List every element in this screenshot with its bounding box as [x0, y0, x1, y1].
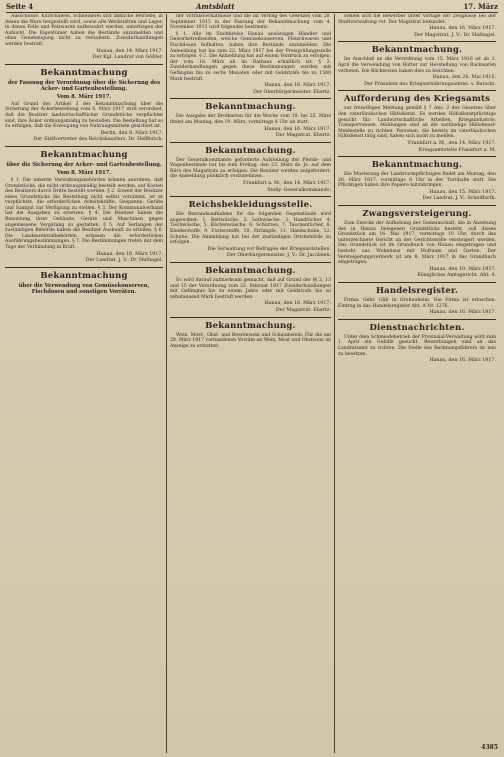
- intro-text: Ausschüsse, Kürschnerei, Schneiderei und ähnliche Betriebe, in denen die Ware hergestellt wird, sowie alle Werkstätten und Lager, in denen Felle und Pelzwaren aufbewahrt werden, unterliegen der Aufsicht. Die Eigentümer haben die Bestände anzumelden und ohne Genehmigung nicht zu veräußern. Zuwiderhandlungen werden bestraft.: [5, 14, 163, 47]
- signature: Der Landrat. J. V.: Scheiffarth.: [422, 196, 496, 202]
- column-divider: [334, 14, 335, 753]
- signature: Der Oberbürgermeister. Ebertz.: [253, 89, 331, 95]
- page-number: 4385: [481, 744, 498, 751]
- signature: Hanau, den 16. März 1917.: [96, 251, 163, 257]
- divider: [170, 262, 331, 263]
- signature: Hanau, den 26. Mai 1915.: [432, 75, 496, 81]
- column-2: [170, 14, 331, 753]
- notice-body: Unter dem Schmiedebetrieb der Provinzial-Verwaltung wird zum 1. April ein Gehilfe gesucht. Bewerbungen sind an das Landratsamt zu richten. Die Stelle des Rechnungsführers ist neu zu besetzen.: [338, 334, 496, 357]
- notice-body: Zum Zwecke der Aufhebung der Gemeinschaft, die in Ansehung des in Hanau belegenen Grundstücks besteht, soll dieses Grundstück am 16. Mai 1917, vormittags 10 Uhr, durch das unterzeichnete Gericht an der Gerichtsstelle versteigert werden. Das Grundstück ist im Grundbuch von Hanau eingetragen und besteht aus Wohnhaus mit Hofraum und Garten. Der Versteigerungsvermerk ist am 8. März 1917 in das Grundbuch eingetragen.: [338, 221, 496, 266]
- signature: Der Oberbürgermeister. J. V.: Dr. Jacobsen.: [226, 253, 331, 259]
- divider: [5, 146, 163, 147]
- divider: [5, 64, 163, 65]
- notice-title: Reichsbekleidungsstelle.: [188, 200, 313, 211]
- intro-text: stellen sich die Bewerber unter Vorlage der Zeugnisse bei der Stadtverwaltung vor. Der Magistrat bekundet.: [338, 14, 496, 25]
- divider: [338, 205, 496, 206]
- divider: [338, 41, 496, 42]
- header-date: 17. März: [463, 2, 498, 11]
- signature: Hanau, den 16. März 1917.: [264, 126, 331, 132]
- notice-body: Die Ausgabe der Brotkarten für die Woche vom 19. bis 25. März findet am Montag, den 19. März, vormittags 8 Uhr ab statt.: [170, 114, 331, 125]
- notice-subtitle: über die Verwendung von Gemüsekonserven, Fischdosen und sonstigen Vorräten.: [18, 282, 150, 295]
- divider: [170, 98, 331, 99]
- signature: Hanau, den 16. März 1917.: [264, 83, 331, 89]
- signature: Der Landrat. J. V.: Dr. Hufnagel.: [85, 258, 163, 264]
- notice-title: Bekanntmachung: [40, 270, 128, 281]
- column-3: [338, 14, 496, 753]
- divider: [170, 142, 331, 143]
- notice-title: Bekanntmachung.: [205, 102, 296, 113]
- page-header: [6, 2, 498, 13]
- signature: Hanau, den 16. März 1917.: [429, 26, 496, 32]
- notice-body: Firma: Gebr. Gäß in Großauheim. Die Firma ist erloschen. Eintrag in das Handelsregister Abt. A Nr. 1276.: [338, 298, 496, 309]
- signature: Der Kgl. Landrat von Gößler.: [92, 55, 163, 61]
- notice-title: Bekanntmachung.: [371, 160, 463, 171]
- notice-title: Bekanntmachung.: [205, 266, 296, 276]
- notice-title: Handelsregister.: [375, 286, 459, 296]
- signature: Der Magistrat. Ebertz.: [275, 307, 331, 313]
- notice-body: Die Musterung der Landsturmpflichtigen findet am Montag, den 26. März 1917, vormittags 8 Uhr in der Turnhalle statt. Die Pflichtigen haben ihre Papiere mitzubringen.: [338, 172, 496, 189]
- divider: [338, 90, 496, 91]
- signature: Der Präsident des Kriegsernährungsamtes. v. Batocki.: [364, 81, 496, 87]
- divider: [338, 156, 496, 157]
- notice-title: Bekanntmachung.: [371, 45, 463, 56]
- header-left: Seite 4: [6, 2, 34, 11]
- signature: Hanau, den 15. März 1917.: [429, 189, 496, 195]
- signature: Stelly. Generalkommando.: [267, 187, 331, 193]
- signature: Frankfurt a. M., den 14. März 1917.: [407, 140, 496, 146]
- notice-body: § 1. Die unteren Verwaltungsbehörden können anordnen, daß Grundstücke, die nicht ordnungsmäßig bestellt werden, auf Kosten des Besitzers durch Dritte bestellt werden. § 2. Soweit der Besitzer eines Grundstücks die Bestellung nicht selbst vornimmt, ist er verpflichtet, die erforderlichen Arbeitskräfte, Gespanne, Geräte und Saatgut zur Verfügung zu stellen. § 3. Der Kommunalverband hat die Ausgaben zu ersetzen. § 4. Die Besitzer haben die Benutzung ihrer Gebäude, Geräte und Maschinen gegen angemessene Vergütung zu gestatten. § 5. Auf Verlangen der zuständigen Behörde haben die Besitzer Auskunft zu erteilen. § 6. Die Landeszentralbehörden erlassen die erforderlichen Ausführungsbestimmungen. § 7. Die Bestimmungen treten mit dem Tage der Verkündung in Kraft.: [5, 177, 163, 251]
- notice-subtitle: über die Sicherung der Acker- und Gartenbestellung.: [6, 161, 162, 168]
- notice-date: Vom 8. März 1917.: [56, 169, 112, 176]
- notice-title: Bekanntmachung: [40, 67, 128, 78]
- signature: Hanau, den 16. März 1917.: [429, 358, 496, 364]
- notice-subtitle: der Fassung der Verordnung über die Sicherung des Acker- und Gartenbestellung.: [7, 79, 161, 92]
- notice-body: Auf Grund des Artikel 3 der Bekanntmachung über die Sicherung der Ackerbestellung vom 8. März 1917 wird verordnet, daß die Besitzer landwirtschaftlicher Grundstücke verpflichtet sind, ihre Äcker ordnungsmäßig zu bestellen. Die Bestellung hat so zu erfolgen, daß die Erzeugung von Nahrungsmitteln gesichert ist.: [5, 101, 163, 130]
- notice-title: Aufforderung des Kriegsamts: [343, 94, 491, 105]
- notice-body: Im Anschluß an die Verordnung vom 15. März 1916 ist ab 1. April die Verwendung von Butter zur Herstellung von Backwaren verboten. Die Bäckereien haben dies zu beachten.: [338, 57, 496, 74]
- signature: Hanau, den 16. März 1917.: [264, 301, 331, 307]
- signature: Der Magistrat. Ebertz.: [275, 133, 331, 139]
- divider: [170, 317, 331, 318]
- divider: [338, 319, 496, 320]
- signature: Berlin, den 8. März 1917.: [100, 130, 163, 136]
- signature: Der Magistrat. J. V.: Dr. Hufnagel.: [414, 32, 496, 38]
- notice-body: § 1. Alle im Stadtkreise Hanau ansässigen Händler und Gewerbetreibenden, welche Gemüsekonserven, Fleischwaren und Fischdosen feilhalten, haben ihre Bestände anzumelden. Die Anmeldung hat bis zum 22. März 1917 bei der Preisprüfungsstelle zu erfolgen. § 2. Die Anmeldung hat auf einem Vordruck zu erfolgen, der vom 18. März ab im Rathaus erhältlich ist. § 3. Zuwiderhandlungen gegen diese Bestimmungen werden mit Gefängnis bis zu sechs Monaten oder mit Geldstrafe bis zu 1500 Mark bestraft.: [170, 31, 331, 82]
- signature: Kriegsamtstelle Frankfurt a. M.: [418, 147, 496, 153]
- divider: [5, 267, 163, 268]
- notice-title: Bekanntmachung.: [205, 320, 296, 331]
- notice-body: zur freiwilligen Meldung gemäß § 7 Abs. 2 des Gesetzes über den vaterländischen Hilfsdienst. Es werden Hilfsdienstpflichtige gesucht für: Landwirtschaftliche Arbeiten, Kriegsindustrie, Transportwesen. Meldungen sind an die zuständige Hilfsdienst-Meldestelle zu richten. Personen, die bereits im vaterländischen Hilfsdienst tätig sind, haben sich nicht zu melden.: [338, 106, 496, 140]
- notice-title: Dienstnachrichten.: [369, 322, 465, 333]
- notice-body: Es wird darauf aufmerksam gemacht, daß auf Grund der §§ 2, 13 und 15 der Verordnung vom 22. Februar 1917 Zuwiderhandlungen mit Gefängnis bis zu einem Jahre oder mit Geldstrafe bis zu zehntausend Mark bestraft werden.: [170, 278, 331, 300]
- signature: Königliches Amtsgericht. Abt. 4.: [417, 273, 496, 279]
- notice-title: Bekanntmachung.: [205, 145, 296, 156]
- notice-body: Die Bestandsaufnahme für die folgenden Gegenstände wird angeordnet: 1. Bettwäsche, 2. Leibwäsche, 3. Handtücher, 4. Tischwäsche, 5. Küchenwäsche, 6. Schürzen, 7. Taschentücher, 8. Kleiderstoffe, 9. Futterstoffe, 10. Strümpfe, 11. Handschuhe, 12. Schuhe. Die Anmeldung hat bei der zuständigen Ortsbehörde zu erfolgen.: [170, 212, 331, 246]
- signature: Frankfurt a. M., den 14. März 1917.: [242, 181, 331, 187]
- column-divider: [166, 14, 167, 753]
- divider: [170, 196, 331, 197]
- notice-date: Vom 8. März 1917.: [56, 93, 112, 100]
- header-title: Amtsblatt: [196, 2, 235, 11]
- column-1: [5, 14, 163, 753]
- signature: Hanau, den 10. März 1917.: [429, 266, 496, 272]
- notice-body: Der Generalkommando geforderte Aufstellung der Pferde- und Wagenbestände hat bis zum Freitag, den 23. März ds. Js. auf dem Büro des Magistrats zu erfolgen. Die Besitzer werden aufgefordert, die Anmeldung pünktlich vorzunehmen.: [170, 157, 331, 180]
- signature: Hanau, den 16. März 1917.: [429, 310, 496, 316]
- notice-title: Zwangsversteigerung.: [362, 209, 472, 220]
- intro-text: der Vorratsverhältnisse und die im Verfolg des Gesetzes vom 28. September 1915 in der Fassung der Bekanntmachung vom 4. November 1915 wird folgendes bestimmt:: [170, 14, 331, 31]
- signature: Hanau, den 14. März 1917.: [96, 48, 163, 54]
- signature: Der Stellvertreter des Reichskanzlers. Dr. Helfferich.: [33, 137, 163, 143]
- divider: [338, 282, 496, 283]
- signature: Die Verwaltung vor Befragen der Kriegsnotstellen.: [207, 246, 331, 252]
- notice-title: Bekanntmachung: [40, 149, 128, 160]
- notice-body: Wein, Most-, Obst- und Beerenwein und Schaumwein. Für die am 28. März 1917 vorhandenen Vorräte an Wein, Most und Obstwein ist Anzeige zu erstatten.: [170, 332, 331, 349]
